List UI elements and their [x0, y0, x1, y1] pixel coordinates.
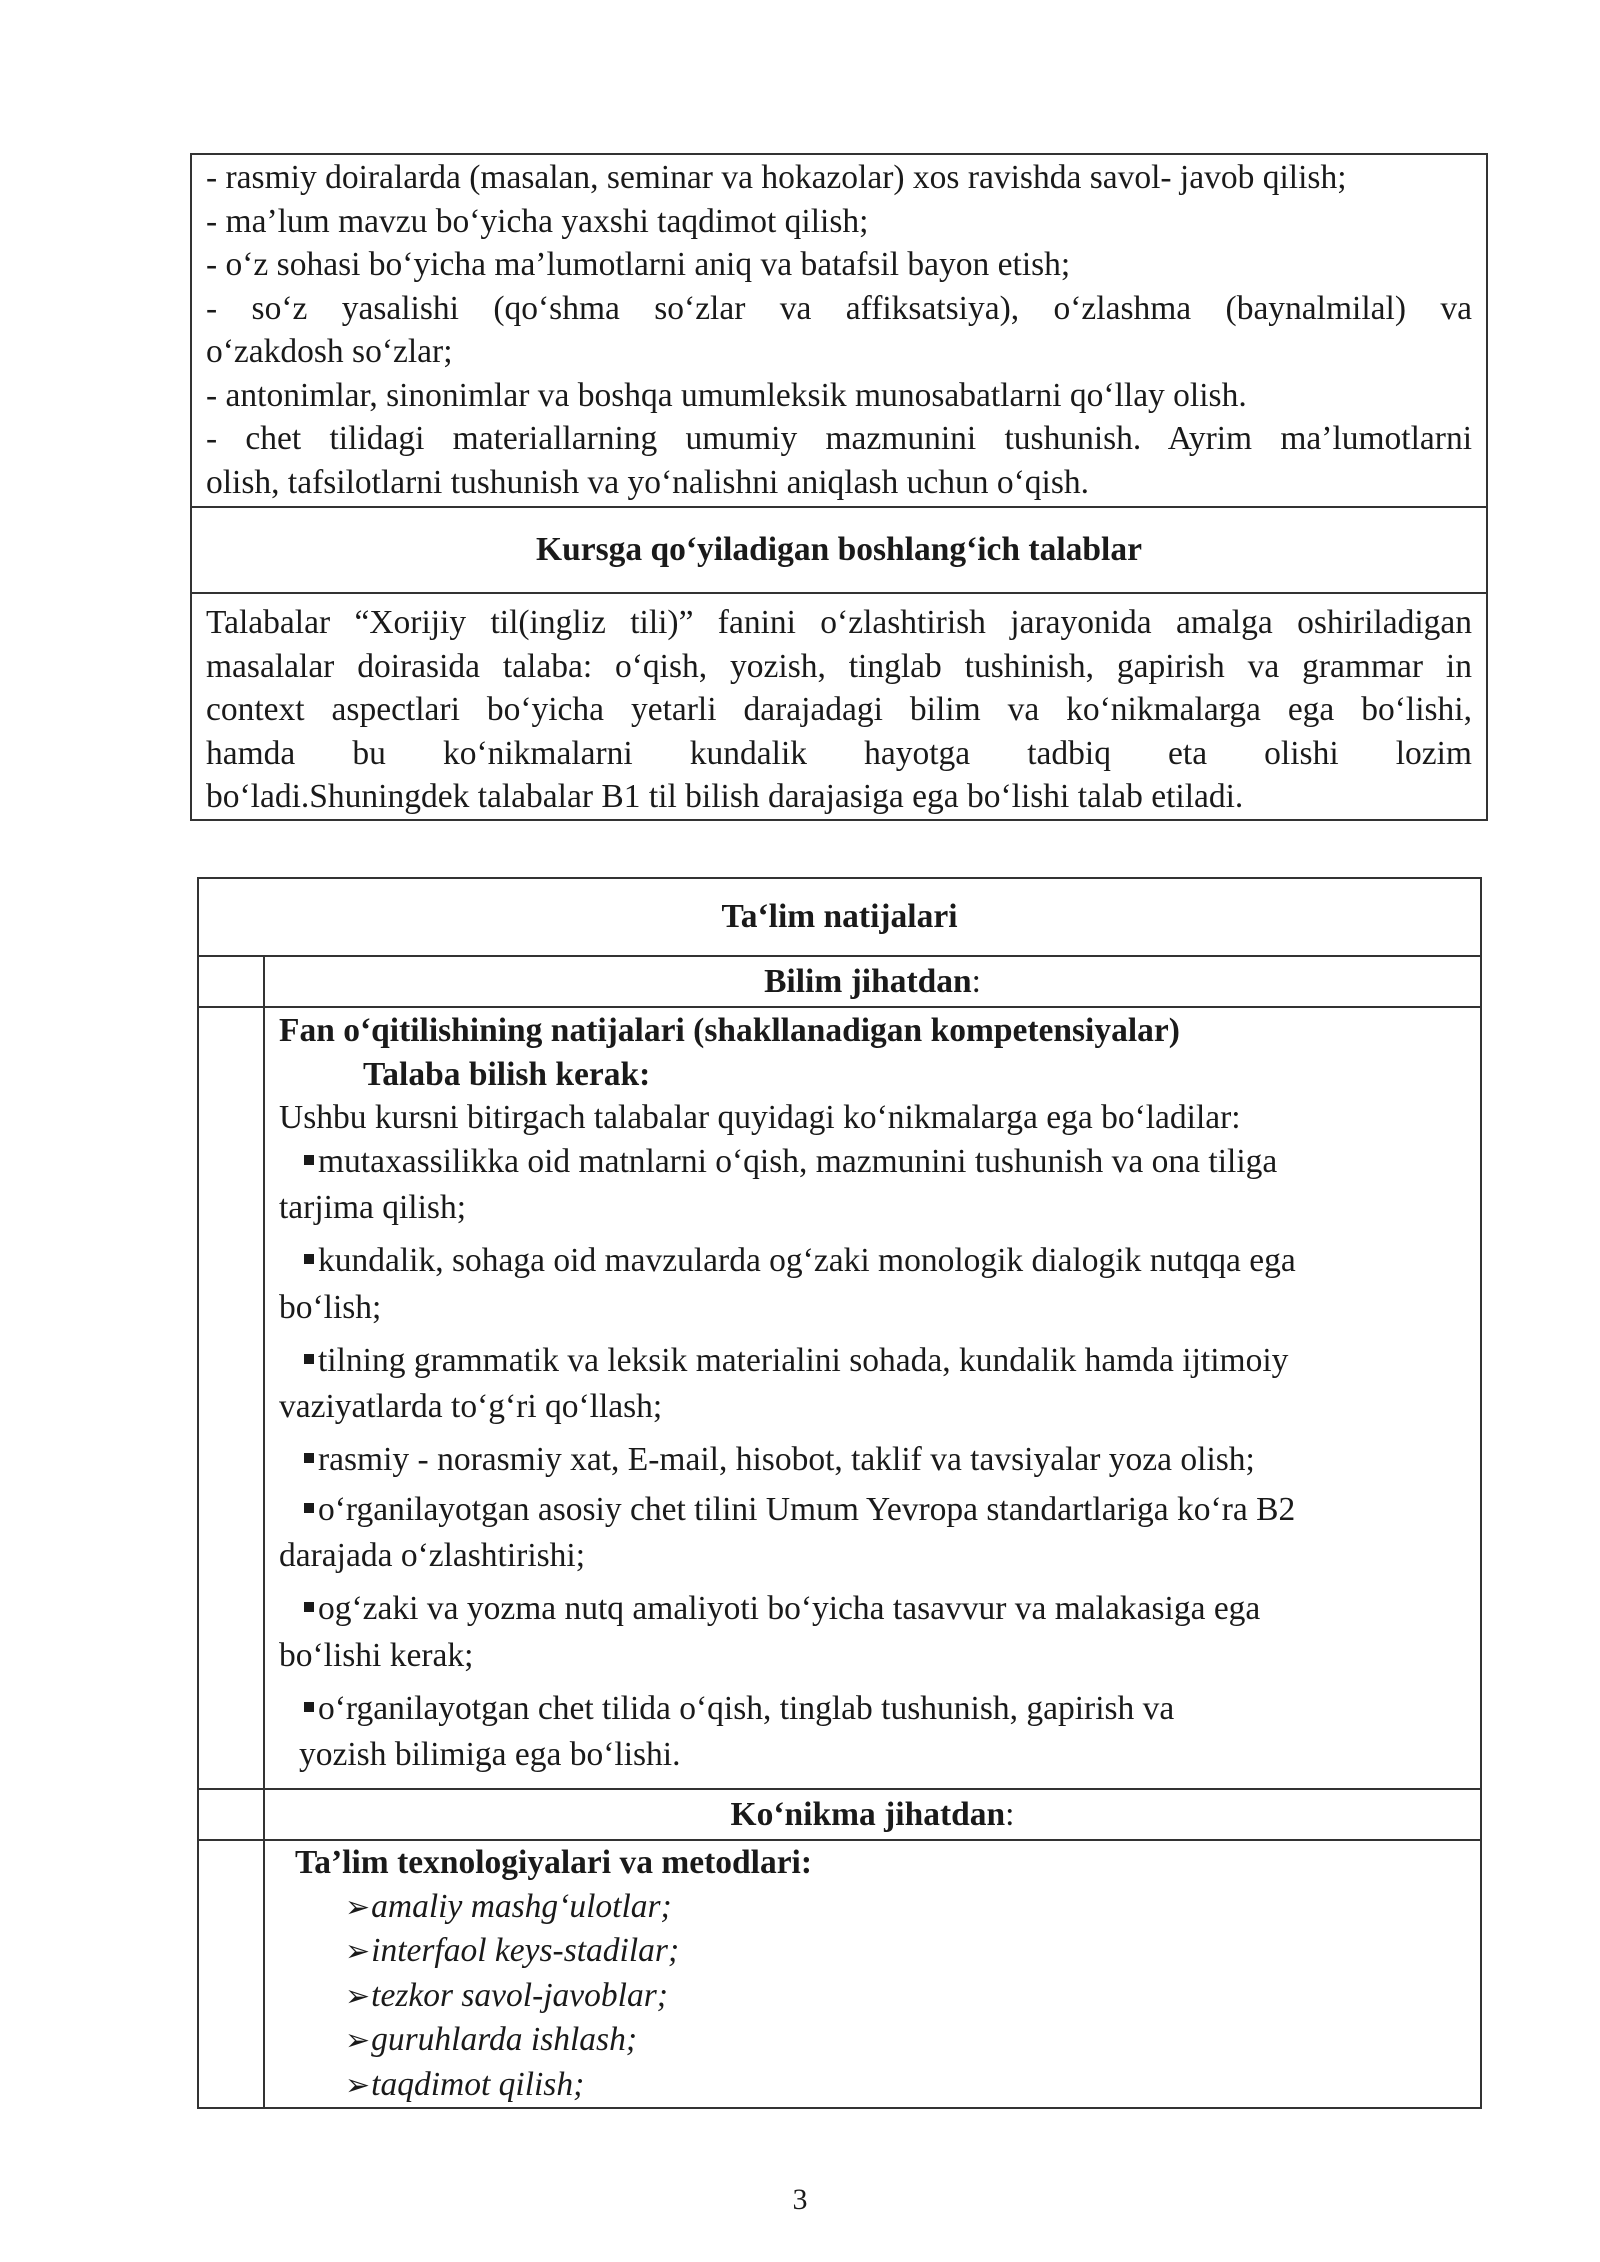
square-bullet-icon — [304, 1702, 314, 1712]
bilim-heading-colon: : — [971, 962, 981, 1000]
requirements-line: context aspectlari bo‘yicha yetarli darajadagi bilim va ko‘nikmalarga ega bo‘lishi, — [206, 691, 1472, 728]
method-text: tezkor savol-javoblar; — [371, 1976, 668, 2014]
outcome-text: o‘rganilayotgan chet tilida o‘qish, tinglab tushunish, gapirish va — [318, 1689, 1175, 1727]
method-text: guruhlarda ishlash; — [371, 2021, 637, 2058]
skill-line: - chet tilidagi materiallarning umumiy mazmunini tushunish. Ayrim ma’lumotlarni — [206, 420, 1472, 457]
outcome-item — [279, 1140, 1480, 1234]
method-item — [345, 2063, 1480, 2108]
outcome-item — [279, 1239, 1480, 1333]
konikma-content-cell — [265, 1841, 1480, 2107]
skill-line: - rasmiy doiralarda (masalan, seminar va hokazolar) xos ravishda savol- javob qilish; — [206, 159, 1347, 196]
skill-line: olish, tafsilotlarni tushunish va yo‘nalishni aniqlash uchun o‘qish. — [206, 463, 1090, 501]
outcome-continuation: tarjima qilish; — [279, 1189, 467, 1226]
row-number-cell — [199, 1790, 265, 1839]
outcome-text: tilning grammatik va leksik materialini sohada, kundalik hamda ijtimoiy — [318, 1341, 1289, 1379]
square-bullet-icon — [304, 1354, 314, 1364]
bilim-heading-row — [199, 957, 1480, 1008]
page-number: 3 — [792, 2183, 808, 2216]
outcome-continuation: yozish bilimiga ega bo‘lishi. — [299, 1736, 681, 1773]
outcome-item — [279, 1339, 1480, 1433]
skill-line: o‘zakdosh so‘zlar; — [206, 333, 453, 370]
method-item — [345, 2018, 1480, 2063]
outcome-continuation: darajada o‘zlashtirishi; — [279, 1537, 586, 1574]
methods-heading: Ta’lim texnologiyalari va metodlari: — [295, 1844, 813, 1881]
requirements-paragraph — [192, 594, 1486, 819]
method-text: amaliy mashg‘ulotlar; — [371, 1887, 672, 1925]
skill-line: - so‘z yasalishi (qo‘shma so‘zlar va affiksatsiya), o‘zlashma (baynalmilal) va — [206, 289, 1472, 327]
outcome-continuation: vaziyatlarda to‘g‘ri qo‘llash; — [279, 1388, 663, 1425]
method-item — [345, 1974, 1480, 2019]
outcome-continuation: bo‘lish; — [279, 1288, 382, 1326]
square-bullet-icon — [304, 1503, 314, 1513]
outcome-text: mutaxassilikka oid matnlarni o‘qish, mazmunini tushunish va ona tiliga — [318, 1142, 1278, 1180]
requirements-line: bo‘ladi.Shuningdek talabalar B1 til bilish darajasiga ega bo‘lishi talab etiladi. — [206, 778, 1244, 815]
bilim-heading-cell — [265, 957, 1480, 1006]
outcome-item — [279, 1587, 1480, 1681]
skills-list-cell — [192, 155, 1486, 508]
method-item — [345, 1885, 1480, 1930]
konikma-heading-row — [199, 1790, 1480, 1841]
outcome-item — [279, 1687, 1480, 1781]
konikma-heading: Ko‘nikma jihatdan — [730, 1795, 1006, 1833]
bilim-heading: Bilim jihatdan — [764, 962, 972, 1000]
row-number-cell — [199, 1841, 265, 2107]
bilim-content-row — [199, 1008, 1480, 1790]
square-bullet-icon — [304, 1254, 314, 1264]
konikma-heading-colon: : — [1005, 1795, 1015, 1833]
outcome-text: og‘zaki va yozma nutq amaliyoti bo‘yicha tasavvur va malakasiga ega — [318, 1590, 1261, 1627]
learning-outcomes-title: Ta‘lim natijalari — [199, 879, 1480, 957]
outcome-text: o‘rganilayotgan asosiy chet tilini Umum Yevropa standartlariga ko‘ra B2 — [318, 1490, 1296, 1528]
arrow-bullet-icon: ➢ — [345, 2068, 371, 2102]
konikma-heading-cell — [265, 1790, 1480, 1839]
method-item — [345, 1929, 1480, 1974]
row-number-cell — [199, 1008, 265, 1788]
requirements-line: hamda bu ko‘nikmalarni kundalik hayotga tadbiq eta olishi lozim — [206, 734, 1472, 772]
outcome-item — [279, 1488, 1480, 1582]
results-heading: Fan o‘qitilishining natijalari (shakllanadigan kompetensiyalar) — [279, 1012, 1180, 1049]
outcome-continuation: bo‘lishi kerak; — [279, 1636, 474, 1674]
outcome-text: rasmiy - norasmiy xat, E-mail, hisobot, taklif va tavsiyalar yoza olish; — [318, 1441, 1255, 1478]
square-bullet-icon — [304, 1453, 314, 1463]
arrow-bullet-icon: ➢ — [345, 1935, 371, 1968]
student-must-know-heading: Talaba bilish kerak: — [363, 1055, 651, 1093]
method-text: interfaol keys-stadilar; — [371, 1932, 680, 1969]
row-number-cell — [199, 957, 265, 1006]
course-requirements-table — [190, 153, 1488, 821]
skill-line: - antonimlar, sinonimlar va boshqa umumleksik munosabatlarni qo‘llay olish. — [206, 376, 1247, 414]
skill-line: - ma’lum mavzu bo‘yicha yaxshi taqdimot qilish; — [206, 202, 869, 240]
skill-line: - o‘z sohasi bo‘yicha ma’lumotlarni aniq va batafsil bayon etish; — [206, 246, 1071, 283]
outcomes-intro: Ushbu kursni bitirgach talabalar quyidagi ko‘nikmalarga ega bo‘ladilar: — [279, 1099, 1241, 1136]
square-bullet-icon — [304, 1155, 314, 1165]
outcome-item — [279, 1438, 1480, 1482]
outcome-text: kundalik, sohaga oid mavzularda og‘zaki monologik dialogik nutqqa ega — [318, 1242, 1296, 1279]
arrow-bullet-icon: ➢ — [345, 1979, 371, 2013]
requirements-heading: Kursga qo‘yiladigan boshlang‘ich talablar — [192, 508, 1486, 594]
method-text: taqdimot qilish; — [371, 2065, 585, 2103]
methods-list — [295, 1885, 1480, 2108]
requirements-line: Talabalar “Xorijiy til(ingliz tili)” fanini o‘zlashtirish jarayonida amalga oshiriladigan — [206, 604, 1472, 641]
square-bullet-icon — [304, 1602, 314, 1612]
arrow-bullet-icon: ➢ — [345, 1890, 371, 1924]
bilim-content-cell — [265, 1008, 1480, 1788]
learning-outcomes-table — [197, 877, 1482, 2109]
konikma-content-row — [199, 1841, 1480, 2107]
requirements-line: masalalar doirasida talaba: o‘qish, yozish, tinglab tushinish, gapirish va grammar in — [206, 647, 1472, 685]
arrow-bullet-icon: ➢ — [345, 2024, 371, 2057]
